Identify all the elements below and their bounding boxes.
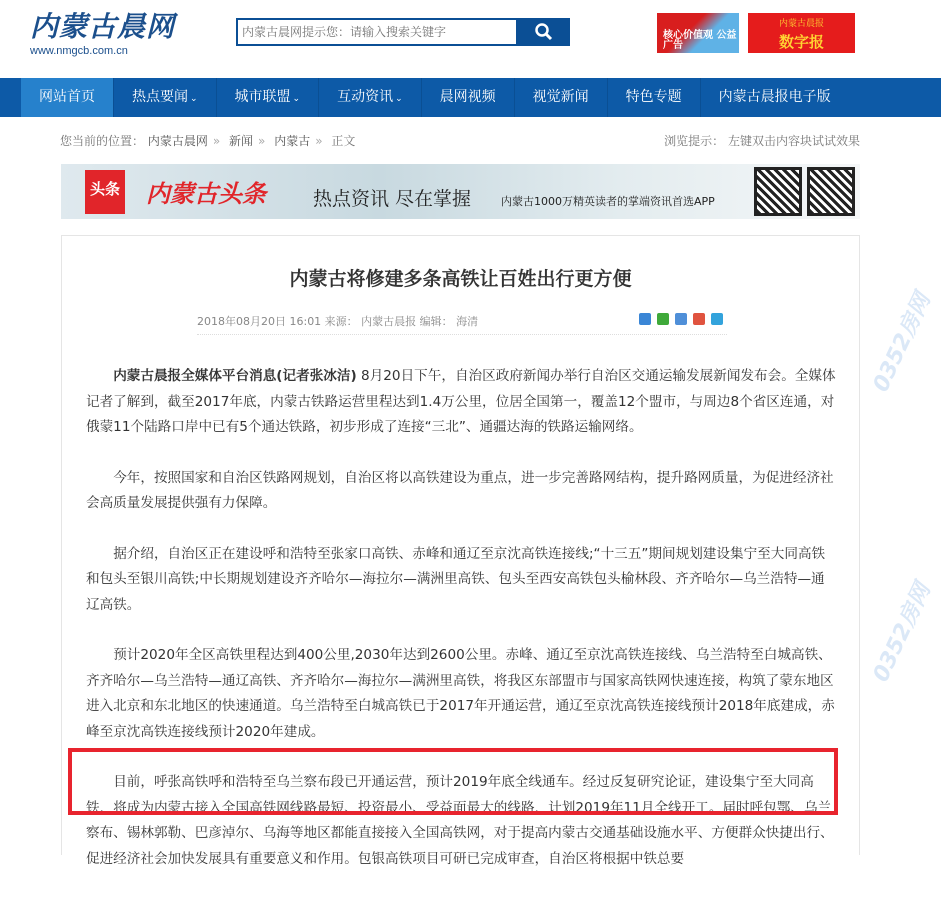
digital-paper-ad[interactable] [748, 13, 855, 53]
watermark: 0352房网 [868, 289, 936, 396]
banner-brand: 内蒙古头条 [146, 179, 266, 208]
chevron-down-icon: ⌄ [395, 94, 403, 104]
nav-interactive[interactable] [319, 78, 422, 117]
breadcrumb-inner-mongolia[interactable]: 内蒙古 [274, 134, 311, 148]
breadcrumb-prefix: 您当前的位置： [60, 134, 145, 148]
breadcrumb-home[interactable]: 内蒙古晨网 [147, 134, 208, 148]
nav-e-paper[interactable] [701, 78, 849, 117]
nav-hot-news[interactable] [114, 78, 217, 117]
article-paragraph [86, 364, 838, 441]
article-lead: 内蒙古晨报全媒体平台消息(记者张冰洁) [113, 368, 357, 384]
browse-tip: 左键双击内容块试试效果 [727, 134, 860, 148]
nav-label: 特色专题 [625, 89, 682, 105]
article-meta [197, 313, 727, 335]
nav-label: 互动资讯 [337, 89, 394, 105]
qr-code-icon [754, 167, 802, 216]
nav-city-alliance[interactable] [217, 78, 320, 117]
article [61, 235, 860, 867]
article-meta-text: 2018年08月20日 16:01 来源： 内蒙古晨报 编辑： 海清 [197, 315, 479, 328]
chevron-down-icon: ⌄ [292, 94, 301, 104]
nav-label: 内蒙古晨报电子版 [718, 89, 831, 105]
nav-label: 视觉新闻 [532, 89, 589, 105]
app-banner-ad[interactable] [61, 164, 860, 219]
site-logo[interactable] [30, 10, 220, 58]
article-paragraph: 预计2020年全区高铁里程达到400公里,2030年达到2600公里。赤峰、通辽至京沈高铁连接线、乌兰浩特至白城高铁、齐齐哈尔—乌兰浩特—通辽高铁、齐齐哈尔—海拉尔—满洲里高铁，将我区东部盟市与国家高铁网快速连接，构筑了蒙东地区进入北京和东北地区的快速通道。乌兰浩特至白城高铁已于2017年开通运营，通辽至京沈高铁连接线预计2018年底建成，赤峰至京沈高铁连接线预计2020年建成。 [86, 647, 835, 740]
search-bar [236, 18, 570, 46]
breadcrumb-sep: » [315, 134, 323, 148]
search-input[interactable] [236, 18, 518, 46]
share-qzone-icon[interactable] [675, 313, 687, 325]
share-more-icon[interactable] [639, 313, 651, 325]
paragraph-text: 8月20日下午，自治区政府新闻办举行自治区交通运输发展新闻发布会。全媒体记者了解到，截至2017年底，内蒙古铁路运营里程达到1.4万公里，位居全国第一，覆盖12个盟市，与周边8个省区连通，对俄蒙11个陆路口岸中已有5个通达铁路，初步形成了连接“三北”、通疆达海的铁路运输网络。 [86, 368, 836, 435]
article-body [86, 364, 838, 897]
qr-code-icon [807, 167, 855, 216]
watermark: 0352房网 [868, 579, 936, 686]
share-wechat-icon[interactable] [657, 313, 669, 325]
chevron-down-icon: ⌄ [190, 94, 198, 104]
breadcrumb-sep: » [212, 134, 221, 148]
share-qq-icon[interactable] [711, 313, 723, 325]
main-nav [0, 78, 941, 117]
article-paragraph: 据介绍，自治区正在建设呼和浩特至张家口高铁、赤峰和通辽至京沈高铁连接线;“十三五”期间规划建设集宁至大同高铁和包头至银川高铁;中长期规划建设齐齐哈尔—海拉尔—满洲里高铁、包头至西安高铁包头榆林段、齐齐哈尔—乌兰浩特—通辽高铁。 [86, 545, 826, 613]
ad-digital-label: 数字报 [778, 33, 824, 51]
nav-label: 热点要闻 [132, 89, 188, 105]
breadcrumb [60, 132, 860, 149]
nav-visual-news[interactable] [515, 78, 608, 117]
breadcrumb-current: 正文 [331, 134, 356, 148]
nav-label: 网站首页 [39, 89, 95, 105]
search-button[interactable] [518, 18, 570, 46]
nav-label: 晨网视频 [439, 89, 496, 105]
nav-special[interactable] [608, 78, 701, 117]
nav-label: 城市联盟 [234, 89, 291, 105]
nav-home[interactable] [21, 78, 114, 117]
banner-subtitle: 内蒙古1000万精英读者的掌端资讯首选APP [501, 195, 715, 208]
article-paragraph: 目前，呼张高铁呼和浩特至乌兰察布段已开通运营，预计2019年底全线通车。经过反复研究论证，建设集宁至大同高铁，将成为内蒙古接入全国高铁网线路最短、投资最小、受益面最大的线路，计划2019年11月全线开工。届时呼包鄂、乌兰察布、锡林郭勒、巴彦淖尔、乌海等地区都能直接接入全国高铁网，对于提高内蒙古交通基础设施水平、方便群众快捷出行、促进经济社会加快发展具有重要意义和作用。包银高铁项目可研已完成审查，自治区将根据中铁总要 [86, 774, 834, 867]
share-weibo-icon[interactable] [693, 313, 705, 325]
logo-url: www.nmgcb.com.cn [30, 45, 128, 57]
logo-text: 内蒙古晨网 [30, 10, 176, 43]
breadcrumb-sep: » [258, 134, 266, 148]
search-icon [534, 22, 554, 42]
site-header [0, 0, 941, 78]
browse-tip-label: 浏览提示： [664, 134, 725, 148]
article-paragraph: 今年，按照国家和自治区铁路网规划，自治区将以高铁建设为重点，进一步完善路网结构，提升路网质量，为促进经济社会高质量发展提供强有力保障。 [86, 469, 834, 511]
share-buttons [639, 313, 723, 325]
ad-paper-name: 内蒙古晨报 [778, 19, 824, 29]
breadcrumb-news[interactable]: 新闻 [229, 134, 254, 148]
nav-video[interactable] [422, 78, 515, 117]
public-service-ad[interactable]: 核心价值观 公益广告 [657, 13, 739, 53]
banner-slogan: 热点资讯 尽在掌握 [313, 188, 472, 210]
app-icon: 头条 [85, 170, 125, 214]
article-title: 内蒙古将修建多条高铁让百姓出行更方便 [289, 268, 632, 290]
